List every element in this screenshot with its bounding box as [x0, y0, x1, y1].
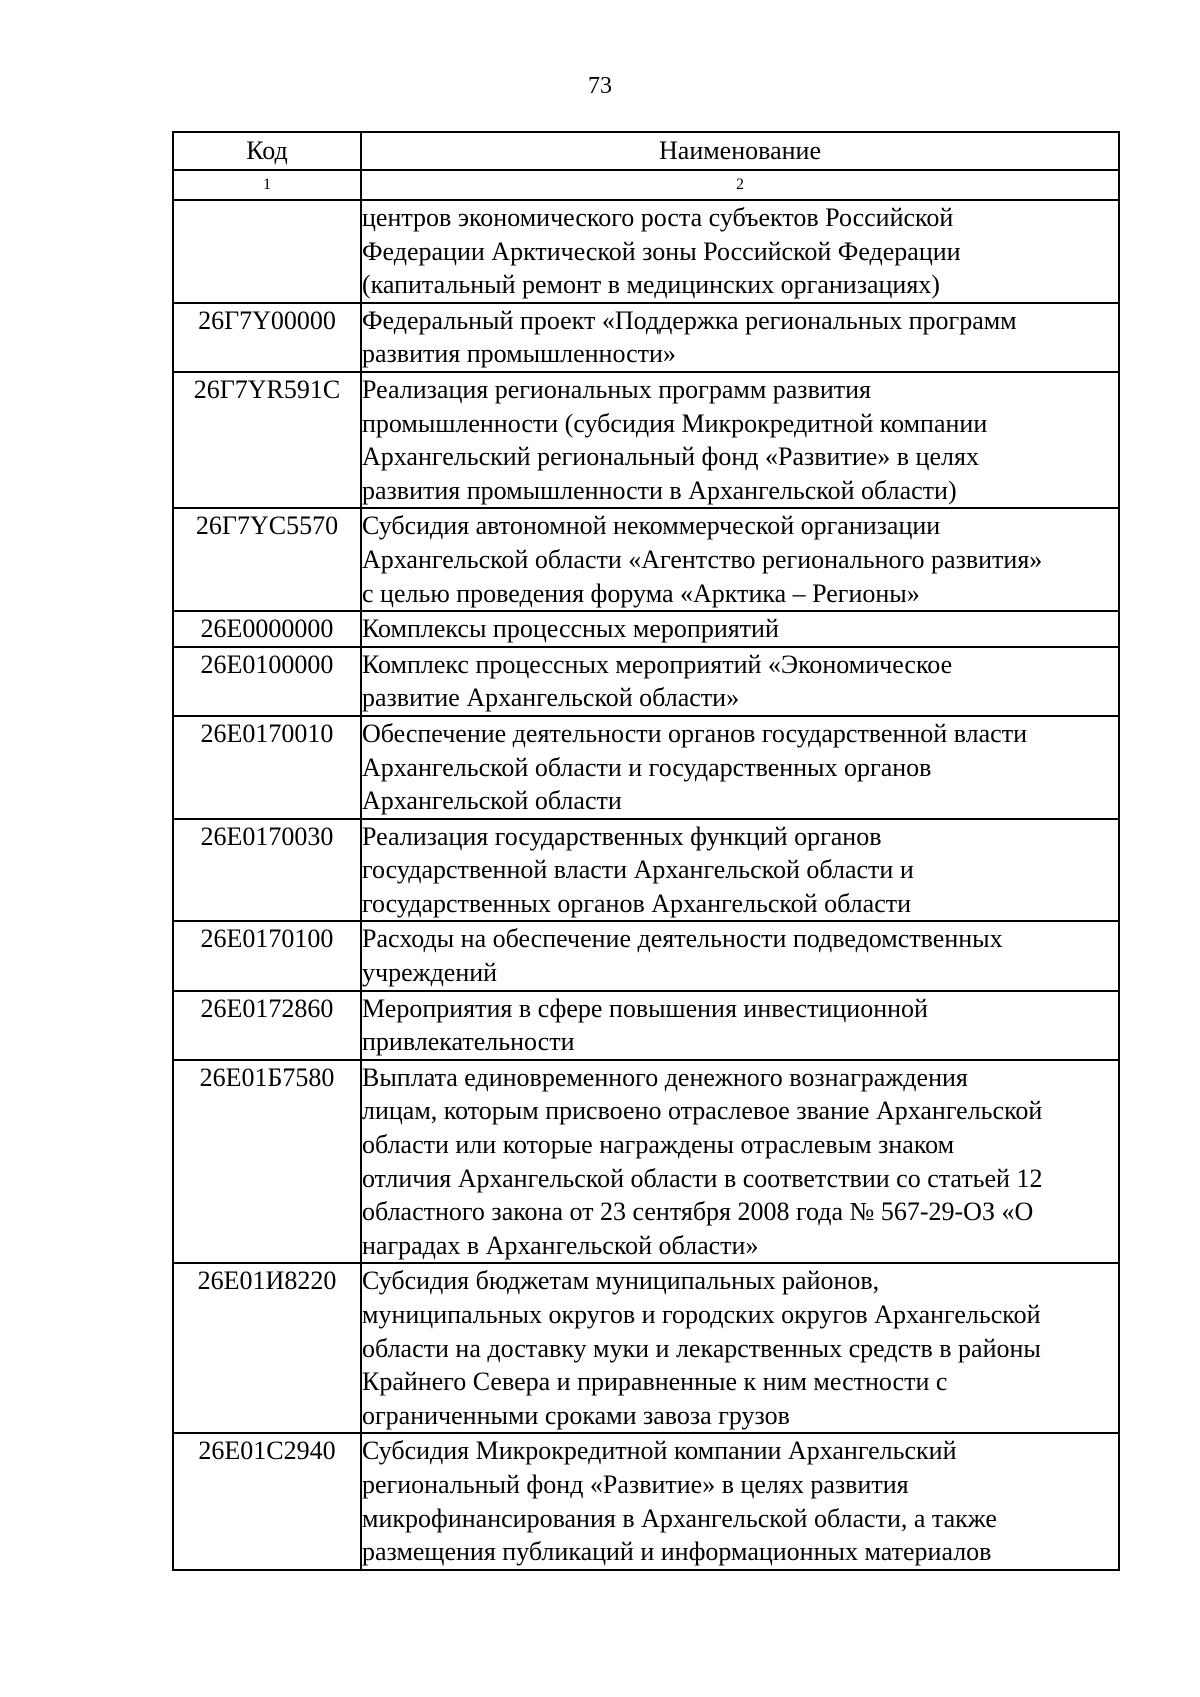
row-code: 26Е0170030: [173, 819, 361, 922]
row-name-line: учреждений: [362, 958, 498, 988]
row-code: 26Е01И8220: [173, 1263, 361, 1433]
row-name-line: центров экономического роста субъектов Российской: [362, 203, 954, 232]
row-name: [361, 991, 1119, 1060]
row-code: 26Е0100000: [173, 647, 361, 716]
row-name-line: развития промышленности»: [362, 339, 676, 369]
row-name-line: развития промышленности в Архангельской области): [362, 475, 957, 505]
row-name-line: с целью проведения форума «Арктика – Регионы»: [362, 578, 920, 608]
table-row: [173, 508, 1119, 611]
table-row: [173, 647, 1119, 716]
row-name: [361, 1060, 1119, 1264]
row-name-line: Архангельской области и государственных органов: [362, 752, 932, 782]
table-header: [173, 132, 1119, 200]
row-name-line: Комплексы процессных мероприятий: [362, 614, 779, 644]
table-body: [173, 200, 1119, 1570]
row-name-line: Крайнего Севера и приравненные к ним местности с: [362, 1367, 948, 1397]
row-name-line: отличия Архангельской области в соответствии со статьей 12: [362, 1163, 1043, 1193]
row-name: [361, 647, 1119, 716]
row-name-line: Федеральный проект «Поддержка региональных программ: [362, 305, 1017, 335]
row-name-line: Субсидия Микрокредитной компании Архангельский: [362, 1436, 957, 1466]
table-row: [173, 1263, 1119, 1433]
row-name-line: Расходы на обеспечение деятельности подведомственных: [362, 924, 1003, 954]
row-name-line: Реализация региональных программ развития: [362, 374, 872, 404]
table-row: [173, 200, 1119, 303]
row-name-line: области или которые награждены отраслевым знаком: [362, 1130, 955, 1160]
table-row: [173, 921, 1119, 990]
header-code: Код: [173, 132, 361, 170]
row-name: [361, 921, 1119, 990]
table-row: [173, 1433, 1119, 1569]
row-code: 26Е01С2940: [173, 1433, 361, 1569]
row-code: 26Е0170010: [173, 716, 361, 819]
row-code: [173, 200, 361, 303]
table-row: [173, 716, 1119, 819]
table-row: [173, 1060, 1119, 1264]
table-row: [173, 819, 1119, 922]
row-name-line: государственных органов Архангельской области: [362, 888, 912, 918]
row-name: [361, 716, 1119, 819]
row-name-line: развитие Архангельской области»: [362, 683, 740, 713]
row-name-line: размещения публикаций и информационных материалов: [362, 1537, 992, 1567]
table-row: [173, 303, 1119, 372]
row-name-line: Архангельский региональный фонд «Развитие» в целях: [362, 442, 979, 472]
table-row: [173, 991, 1119, 1060]
row-name: [361, 508, 1119, 611]
column-number-name: 2: [361, 170, 1119, 200]
row-name: [361, 372, 1119, 508]
row-name-line: Субсидия бюджетам муниципальных районов,: [362, 1266, 880, 1296]
row-code: 26Г7Y00000: [173, 303, 361, 372]
row-name: [361, 303, 1119, 372]
row-name-line: (капитальный ремонт в медицинских организациях): [362, 270, 940, 300]
row-name-line: Обеспечение деятельности органов государственной власти: [362, 718, 1027, 748]
row-code: 26Г7YC5570: [173, 508, 361, 611]
row-name: [361, 200, 1119, 303]
row-name-line: государственной власти Архангельской области и: [362, 855, 914, 885]
header-name: Наименование: [361, 132, 1119, 170]
header-row: [173, 132, 1119, 170]
row-name-line: промышленности (субсидия Микрокредитной компании: [362, 408, 988, 438]
row-name-line: микрофинансирования в Архангельской области, а также: [362, 1503, 997, 1533]
column-number-code: 1: [173, 170, 361, 200]
row-name-line: Субсидия автономной некоммерческой организации: [362, 511, 941, 541]
row-name-line: региональный фонд «Развитие» в целях развития: [362, 1469, 909, 1499]
row-code: 26Е0170100: [173, 921, 361, 990]
row-name-line: Мероприятия в сфере повышения инвестиционной: [362, 993, 928, 1023]
row-name-line: Архангельской области «Агентство регионального развития»: [362, 544, 1043, 574]
row-code: 26Г7YR591C: [173, 372, 361, 508]
budget-codes-table: [172, 131, 1120, 1571]
row-name: [361, 1433, 1119, 1569]
column-number-row: [173, 170, 1119, 200]
row-code: 26Е0000000: [173, 611, 361, 647]
row-name: [361, 819, 1119, 922]
row-name-line: ограниченными сроками завоза грузов: [362, 1400, 790, 1430]
row-name-line: лицам, которым присвоено отраслевое звание Архангельской: [362, 1096, 1043, 1126]
row-name-line: муниципальных округов и городских округов Архангельской: [362, 1300, 1041, 1329]
page-number: 73: [588, 73, 612, 99]
row-code: 26Е01Б7580: [173, 1060, 361, 1264]
row-name-line: Реализация государственных функций органов: [362, 821, 882, 851]
table-row: [173, 611, 1119, 647]
row-name-line: Выплата единовременного денежного вознаграждения: [362, 1062, 968, 1092]
row-name-line: наградах в Архангельской области»: [362, 1230, 759, 1260]
row-name-line: Комплекс процессных мероприятий «Экономическое: [362, 649, 953, 679]
row-name-line: области на доставку муки и лекарственных средств в районы: [362, 1333, 1041, 1363]
row-name: [361, 1263, 1119, 1433]
row-name-line: областного закона от 23 сентября 2008 года № 567-29-ОЗ «О: [362, 1197, 1034, 1227]
row-code: 26Е0172860: [173, 991, 361, 1060]
table-row: [173, 372, 1119, 508]
row-name-line: Федерации Арктической зоны Российской Федерации: [362, 236, 961, 266]
row-name-line: привлекательности: [362, 1027, 575, 1057]
row-name-line: Архангельской области: [362, 786, 622, 816]
row-name: [361, 611, 1119, 647]
